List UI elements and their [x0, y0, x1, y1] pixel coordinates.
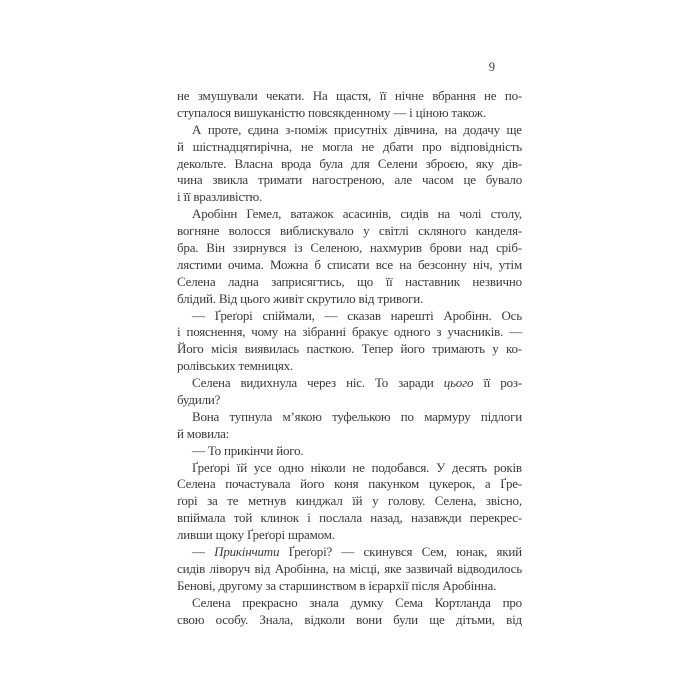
page-number: 9	[488, 60, 495, 74]
word: із	[294, 240, 303, 256]
word: сидів	[177, 560, 206, 576]
text-block	[177, 88, 522, 629]
word: вогняне	[177, 223, 220, 239]
word: дів-	[502, 155, 522, 171]
word: його	[400, 341, 425, 357]
text-line	[177, 206, 522, 223]
word: ніс.	[346, 375, 365, 391]
text-line	[177, 308, 522, 325]
word: сказав	[347, 307, 381, 323]
word: світлі	[378, 223, 409, 239]
word: єдина	[247, 121, 279, 137]
word: їй	[236, 459, 247, 475]
word: чолі	[459, 206, 482, 222]
word: почастувала	[225, 476, 291, 492]
paragraph	[177, 122, 522, 206]
word: зібранні	[302, 324, 346, 340]
text-line	[177, 443, 522, 460]
word: над	[469, 240, 489, 256]
word: яку	[475, 155, 494, 171]
text-line	[177, 291, 522, 308]
word: пакунком	[368, 476, 420, 492]
text: Бенові, другому за старшинством в ієрархії після Аробінна.	[177, 577, 497, 593]
word: по	[400, 408, 414, 424]
text-line	[177, 139, 522, 156]
word: м’якою	[282, 408, 322, 424]
word: від	[254, 560, 271, 576]
word: проте,	[207, 121, 242, 137]
word: особу.	[215, 611, 249, 627]
word: Власна	[234, 155, 273, 171]
word: послала	[319, 510, 362, 526]
word: Селена	[192, 594, 231, 610]
word: на	[284, 324, 297, 340]
word: списати	[327, 256, 370, 272]
word: бракує	[351, 324, 388, 340]
word: дбати	[382, 138, 414, 154]
word: на	[399, 256, 412, 272]
word: від	[506, 611, 522, 627]
text-line	[177, 88, 522, 105]
text: і її вразливістю.	[177, 189, 263, 205]
word: метнув	[247, 493, 287, 509]
word: Кортланда	[434, 594, 491, 610]
paragraph	[177, 206, 522, 307]
word: який	[496, 544, 522, 560]
word: відколи	[304, 611, 345, 627]
word: зазвичай	[405, 560, 453, 576]
word: вбрання	[432, 88, 476, 103]
word: ладна	[227, 273, 259, 289]
word: на	[444, 121, 457, 137]
word: чому	[251, 324, 279, 340]
word: яке	[384, 560, 402, 576]
word: перекрес-	[469, 510, 522, 526]
word: сидів	[400, 206, 429, 222]
word: клинок	[260, 510, 299, 526]
paragraph	[177, 409, 522, 443]
text-line	[177, 122, 522, 139]
text-line	[177, 460, 522, 477]
word: —	[192, 307, 205, 323]
word: пасткою.	[306, 341, 355, 357]
word: дітьми,	[455, 611, 495, 627]
paragraph	[177, 443, 522, 460]
word: Селени	[377, 155, 418, 171]
word: подобався.	[371, 459, 430, 475]
word: десять	[452, 459, 487, 475]
word: вони	[356, 611, 382, 627]
word: чина	[177, 172, 203, 188]
word: була	[319, 155, 343, 171]
word: виблискувало	[279, 223, 354, 239]
word: канделя-	[475, 223, 522, 239]
word: часом	[421, 172, 454, 188]
text-line	[177, 426, 522, 443]
word: лястими	[177, 256, 222, 272]
word: але	[394, 172, 412, 188]
word: видихнула	[240, 375, 297, 391]
word: усе	[253, 459, 272, 475]
word: Сема	[395, 594, 423, 610]
word: учасників.	[447, 324, 504, 340]
text-line	[177, 105, 522, 122]
text-line	[177, 544, 522, 561]
word: виявилась	[244, 341, 300, 357]
word: той	[233, 510, 253, 526]
word: ліворуч	[209, 560, 251, 576]
word: роз-	[500, 375, 522, 391]
word: скляного	[418, 223, 467, 239]
word: коня	[334, 476, 359, 492]
word: Тепер	[361, 341, 394, 357]
italic-word: Прикінчити	[214, 544, 280, 560]
word: про	[502, 594, 522, 610]
text: ступалося вишуканістю повсякденному — і ціною також.	[177, 104, 486, 120]
word: думку	[350, 594, 384, 610]
word: не	[484, 88, 497, 103]
word: заради	[398, 375, 434, 391]
word: У	[436, 459, 446, 475]
text-line	[177, 324, 522, 341]
word: звикла	[212, 172, 248, 188]
word: були	[393, 611, 418, 627]
text-line	[177, 510, 522, 527]
word: її	[379, 88, 387, 103]
text-line	[177, 274, 522, 291]
word: на	[437, 206, 450, 222]
word: Ґреґорі?	[288, 544, 333, 560]
word: туфелькою	[332, 408, 391, 424]
word: мармуру	[424, 408, 471, 424]
text: блідий. Від цього живіт скрутило від тривоги.	[177, 290, 424, 306]
word: через	[307, 375, 336, 391]
word: брови	[429, 240, 462, 256]
text-line	[177, 223, 522, 240]
word: нагостреною,	[312, 172, 385, 188]
word: те	[227, 493, 239, 509]
word: одно	[278, 459, 304, 475]
word: —	[192, 544, 205, 560]
word: про	[422, 138, 442, 154]
word: її	[483, 375, 491, 391]
paragraph	[177, 595, 522, 629]
word: одного	[393, 324, 431, 340]
text: будили?	[177, 392, 221, 408]
text-line	[177, 409, 522, 426]
word: Селена	[192, 375, 231, 391]
word: Селеною,	[310, 240, 363, 256]
word: Гемел,	[246, 206, 282, 222]
text-line	[177, 240, 522, 257]
word: щастя,	[336, 88, 372, 103]
word: чекати.	[265, 88, 305, 103]
text: й мовила:	[177, 425, 230, 441]
word: ґорі	[177, 493, 198, 509]
word: Ґреґорі	[192, 459, 230, 475]
word: кинджал	[295, 493, 343, 509]
paragraph	[177, 375, 522, 409]
word: відповідність	[450, 138, 522, 154]
text-line	[177, 612, 522, 629]
word: тримати	[257, 172, 303, 188]
text-line	[177, 189, 522, 206]
word: декольте.	[177, 155, 227, 171]
word: тримають	[432, 341, 485, 357]
word: у	[492, 341, 499, 357]
word: звісно,	[485, 493, 522, 509]
word: Ось	[501, 307, 522, 323]
word: з	[436, 324, 442, 340]
word: на	[332, 560, 346, 576]
word: волосся	[228, 223, 271, 239]
word: ко-	[506, 341, 522, 357]
word: свою	[177, 611, 205, 627]
paragraph	[177, 460, 522, 544]
word: дівчина,	[394, 121, 438, 137]
word: Ґре-	[500, 476, 522, 492]
word: ніколи	[310, 459, 346, 475]
word: безсонну	[417, 256, 467, 272]
word: у	[363, 223, 370, 239]
word: впіймала	[177, 510, 226, 526]
word: додачу	[463, 121, 500, 137]
word: То	[374, 375, 389, 391]
word: їй	[352, 493, 363, 509]
word: що	[357, 273, 374, 289]
word: —	[324, 307, 338, 323]
text-line	[177, 172, 522, 189]
word: ніч,	[472, 256, 493, 272]
word: Ґреґорі	[214, 307, 253, 323]
word: Аробінн.	[443, 307, 492, 323]
word: Аробінна,	[274, 560, 329, 576]
text-line	[177, 358, 522, 375]
text-line	[177, 392, 522, 409]
word: заприсягтись,	[271, 273, 345, 289]
word: зброєю,	[425, 155, 468, 171]
text-line	[177, 257, 522, 274]
word: це	[463, 172, 476, 188]
word: не	[352, 459, 365, 475]
word: його	[300, 476, 325, 492]
word: присутніх	[334, 121, 388, 137]
word: змушували	[197, 88, 258, 103]
word: для	[351, 155, 370, 171]
word: нахмурив	[369, 240, 422, 256]
paragraph	[177, 88, 522, 122]
word: —	[341, 544, 355, 560]
word: підлоги	[480, 408, 522, 424]
word: назавжди	[411, 510, 462, 526]
word: й	[177, 138, 184, 154]
word: відводилось	[457, 560, 522, 576]
text: — То прикінчи його.	[192, 442, 304, 458]
word: А	[192, 121, 202, 137]
word: Його	[177, 341, 204, 357]
text-line	[177, 595, 522, 612]
word: її	[385, 273, 393, 289]
word: Селена,	[434, 493, 477, 509]
word: нічне	[394, 88, 424, 103]
word: у	[372, 493, 379, 509]
word: ще	[429, 611, 445, 627]
text-line	[177, 375, 522, 392]
word: юнак,	[456, 544, 488, 560]
text-line	[177, 476, 522, 493]
text-line	[177, 341, 522, 358]
text-line	[177, 561, 522, 578]
italic-word: цього	[443, 375, 474, 391]
word: знала	[309, 594, 339, 610]
word: пояснення,	[186, 324, 246, 340]
word: Знала,	[259, 611, 294, 627]
word: місія	[211, 341, 238, 357]
word: наставник	[405, 273, 460, 289]
word: Він	[206, 240, 225, 256]
word: і	[177, 324, 181, 340]
word: могла	[322, 138, 353, 154]
text-line	[177, 493, 522, 510]
word: незвично	[472, 273, 522, 289]
word: б	[314, 256, 321, 272]
word: сріб-	[496, 240, 522, 256]
word: спіймали,	[262, 307, 315, 323]
word: На	[312, 88, 328, 103]
word: тупнула	[229, 408, 273, 424]
paragraph	[177, 544, 522, 595]
word: цукерок,	[428, 476, 476, 492]
word: не	[177, 88, 190, 103]
word: голову.	[388, 493, 426, 509]
word: не	[300, 138, 314, 154]
word: назад,	[370, 510, 403, 526]
word: врода	[280, 155, 312, 171]
paragraph	[177, 308, 522, 376]
word: столу,	[490, 206, 522, 222]
word: бра.	[177, 240, 199, 256]
text-line	[177, 156, 522, 173]
word: прекрасно	[242, 594, 298, 610]
text-line	[177, 527, 522, 544]
word: Аробінн	[192, 206, 238, 222]
word: місці,	[349, 560, 380, 576]
word: Селена	[177, 273, 216, 289]
word: ватажок	[290, 206, 334, 222]
word: по-	[504, 88, 522, 103]
word: з-поміж	[285, 121, 328, 137]
word: Можна	[269, 256, 309, 272]
word: не	[361, 138, 374, 154]
word: років	[493, 459, 522, 475]
word: ще	[506, 121, 522, 137]
text: ролівських темницях.	[177, 358, 293, 374]
word: скинувся	[363, 544, 413, 560]
word: ззирнувся	[232, 240, 287, 256]
word: Сем,	[421, 544, 447, 560]
word: все	[375, 256, 393, 272]
word: утім	[498, 256, 522, 272]
word: і	[307, 510, 311, 526]
word: а	[484, 476, 491, 492]
text: ливши щоку Ґреґорі шрамом.	[177, 527, 335, 543]
word: за	[207, 493, 218, 509]
word: бувало	[485, 172, 522, 188]
text-line	[177, 578, 522, 595]
word: Селена	[177, 476, 216, 492]
word: асасинів,	[342, 206, 392, 222]
word: нарешті	[390, 307, 434, 323]
word: очима.	[228, 256, 264, 272]
word: —	[509, 324, 522, 340]
word: шістнадцятирічна,	[192, 138, 292, 154]
word: Вона	[192, 408, 220, 424]
